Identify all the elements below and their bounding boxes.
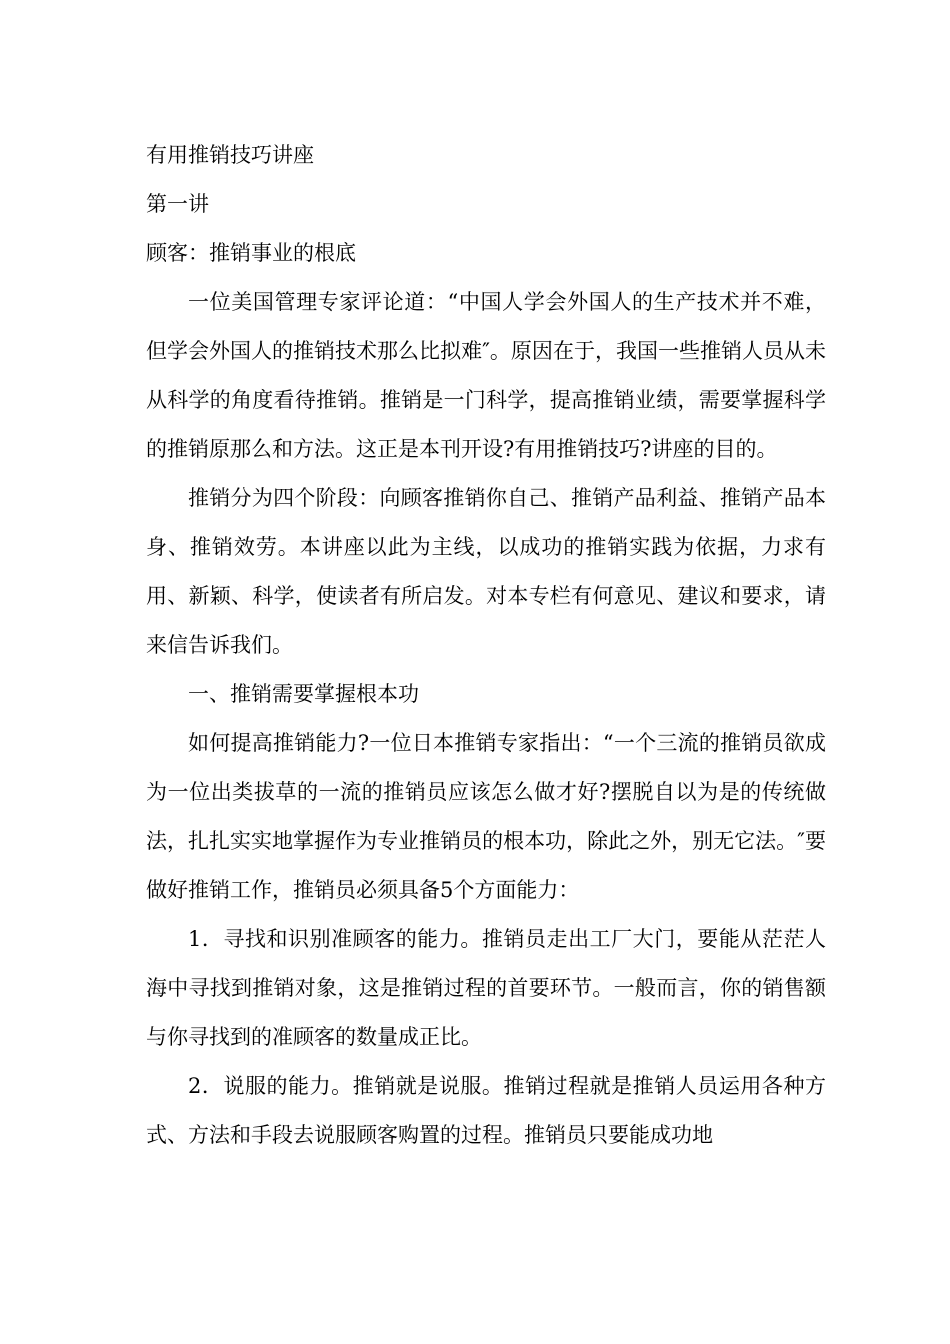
document-title: 有用推销技巧讲座: [146, 143, 314, 167]
paragraph-intro: 一位美国管理专家评论道：“中国人学会外国人的生产技术并不难，但学会外国人的推销技术那么比拟难″。原因在于，我国一些推销人员从未从科学的角度看待推销。推销是一门科学，提高推销业绩，需要掌握科学的推销原那么和方法。这正是本刊开设?有用推销技巧?讲座的目的。: [146, 290, 826, 461]
paragraph-skills: 如何提高推销能力?一位日本推销专家指出：“一个三流的推销员欲成为一位出类拔草的一流的推销员应该怎么做才好?摆脱自以为是的传统做法，扎扎实实地掌握作为专业推销员的根本功，除此之外，别无它法。″要做好推销工作，推销员必须具备5个方面能力：: [146, 731, 826, 902]
lecture-number: 第一讲: [146, 192, 209, 216]
paragraph-stages: 推销分为四个阶段：向顾客推销你自己、推销产品利益、推销产品本身、推销效劳。本讲座以此为主线，以成功的推销实践为依据，力求有用、新颖、科学，使读者有所启发。对本专栏有何意见、建议和要求，请来信告诉我们。: [146, 486, 826, 657]
lecture-subtitle: 顾客：推销事业的根底: [146, 241, 356, 265]
section-heading: 一、推销需要掌握根本功: [188, 682, 419, 706]
paragraph-point-2: 2．说服的能力。推销就是说服。推销过程就是推销人员运用各种方式、方法和手段去说服顾客购置的过程。推销员只要能成功地: [146, 1074, 826, 1147]
paragraph-point-1: 1．寻找和识别准顾客的能力。推销员走出工厂大门，要能从茫茫人海中寻找到推销对象，这是推销过程的首要环节。一般而言，你的销售额与你寻找到的准顾客的数量成正比。: [146, 927, 826, 1049]
document-body: [146, 131, 826, 1160]
